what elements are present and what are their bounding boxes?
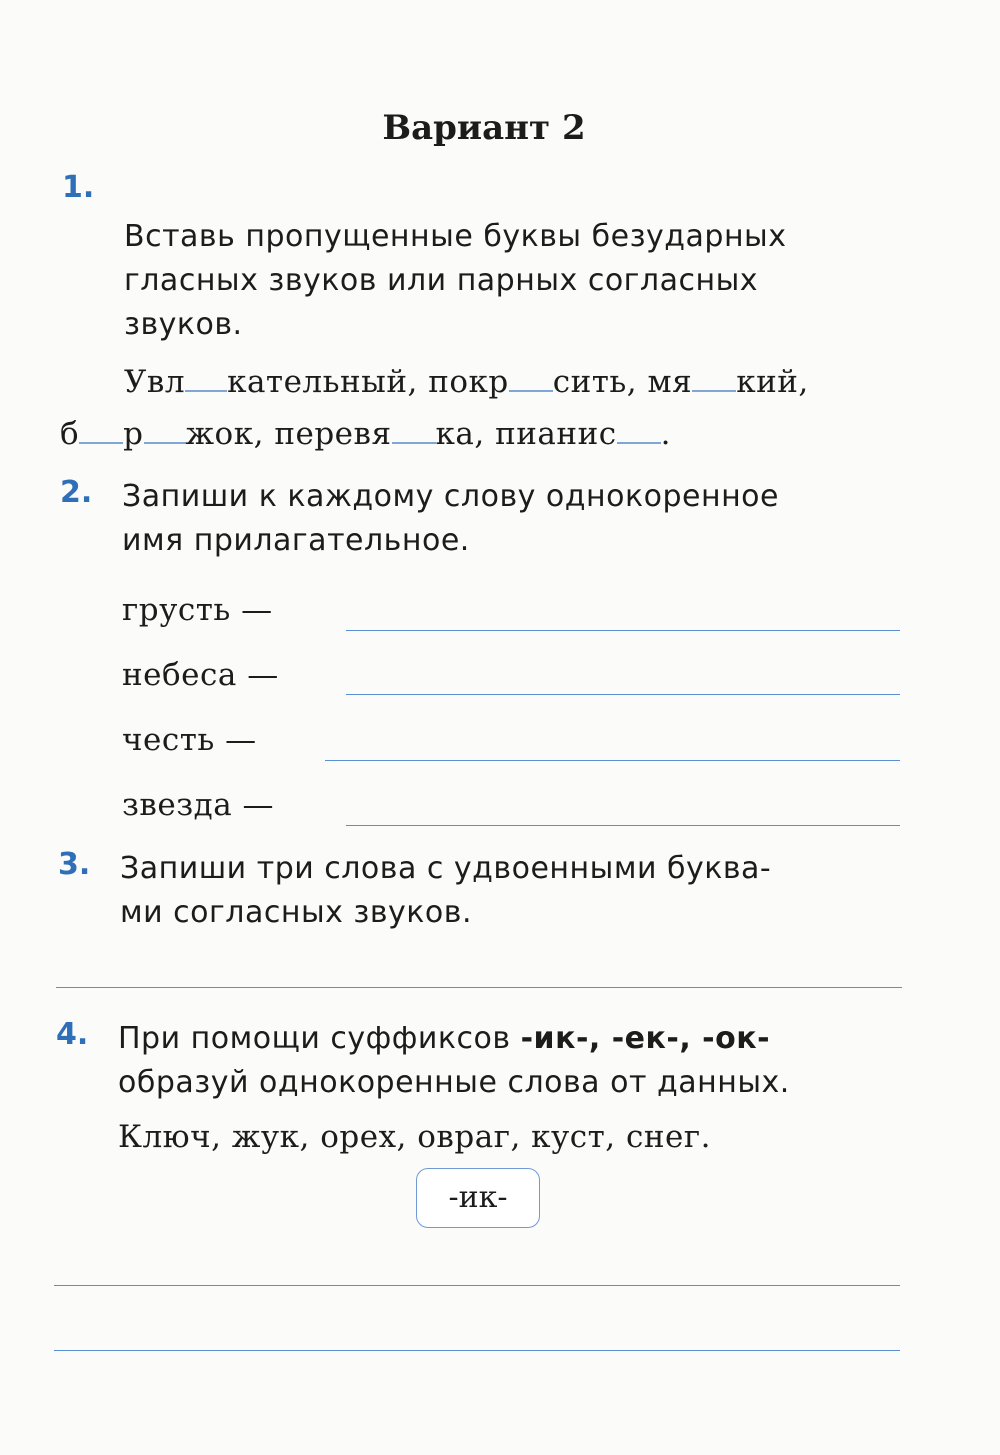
word-part: сить,: [552, 364, 638, 400]
task4-suffixes: -ик-, -ек-, -ок-: [520, 1021, 771, 1056]
word-part: кий,: [736, 364, 809, 400]
task2-number: 2.: [60, 475, 93, 510]
task2-word: небеса —: [122, 657, 279, 693]
word-part: р: [123, 416, 144, 452]
word-part: мя: [647, 364, 693, 400]
page-title: Вариант 2: [382, 108, 586, 148]
answer-line[interactable]: [346, 825, 900, 826]
blank-field[interactable]: [144, 412, 186, 444]
word-part: .: [660, 416, 671, 452]
task4-instruction: [118, 1017, 878, 1105]
task1-instruction-line: гласных звуков или парных согласных: [124, 263, 759, 298]
task1-instruction-line: Вставь пропущенные буквы безударных: [124, 219, 787, 254]
task1-words-line1: [124, 360, 809, 404]
task2-instruction-line: Запиши к каждому слову однокоренное: [122, 479, 779, 514]
answer-line[interactable]: [346, 630, 900, 631]
answer-line[interactable]: [54, 1285, 900, 1286]
blank-field[interactable]: [692, 360, 736, 392]
answer-line[interactable]: [346, 694, 900, 695]
task1-words-line2: [60, 412, 671, 456]
task3-instruction-line: ми согласных звуков.: [120, 895, 472, 930]
task3-instruction-line: Запиши три слова с удвоенными буква-: [120, 851, 772, 886]
task2-instruction: [122, 475, 862, 563]
word-part: б: [60, 416, 80, 452]
task1-instruction-line: звуков.: [124, 307, 243, 342]
blank-field[interactable]: [185, 360, 227, 392]
task2-instruction-line: имя прилагательное.: [122, 523, 470, 558]
answer-line[interactable]: [54, 1350, 900, 1351]
answer-line[interactable]: [325, 760, 900, 761]
blank-field[interactable]: [79, 412, 123, 444]
task4-number: 4.: [56, 1017, 89, 1052]
word-part: Увл: [124, 364, 186, 400]
word-part: перевя: [274, 416, 392, 452]
word-part: пианис: [495, 416, 617, 452]
task4-instruction-line: [118, 1017, 878, 1061]
task2-word: честь —: [122, 722, 257, 758]
blank-field[interactable]: [509, 360, 553, 392]
task4-instruction-line: образуй однокоренные слова от данных.: [118, 1065, 790, 1100]
task2-word: звезда —: [122, 787, 275, 823]
task4-instruction-text: При помощи суффиксов: [118, 1021, 521, 1056]
word-part: кательный,: [227, 364, 418, 400]
task1-instruction: [124, 215, 864, 347]
word-part: жок,: [185, 416, 264, 452]
task1-number: 1.: [62, 170, 95, 205]
blank-field[interactable]: [617, 412, 661, 444]
word-part: покр: [428, 364, 509, 400]
task2-word: грусть —: [122, 592, 273, 628]
task3-number: 3.: [58, 847, 91, 882]
blank-field[interactable]: [392, 412, 436, 444]
task3-instruction: [120, 847, 860, 935]
answer-line[interactable]: [56, 987, 902, 988]
suffix-box: -ик-: [416, 1168, 540, 1228]
task4-word-list: Ключ, жук, орех, овраг, куст, снег.: [118, 1119, 711, 1155]
word-part: ка,: [435, 416, 485, 452]
